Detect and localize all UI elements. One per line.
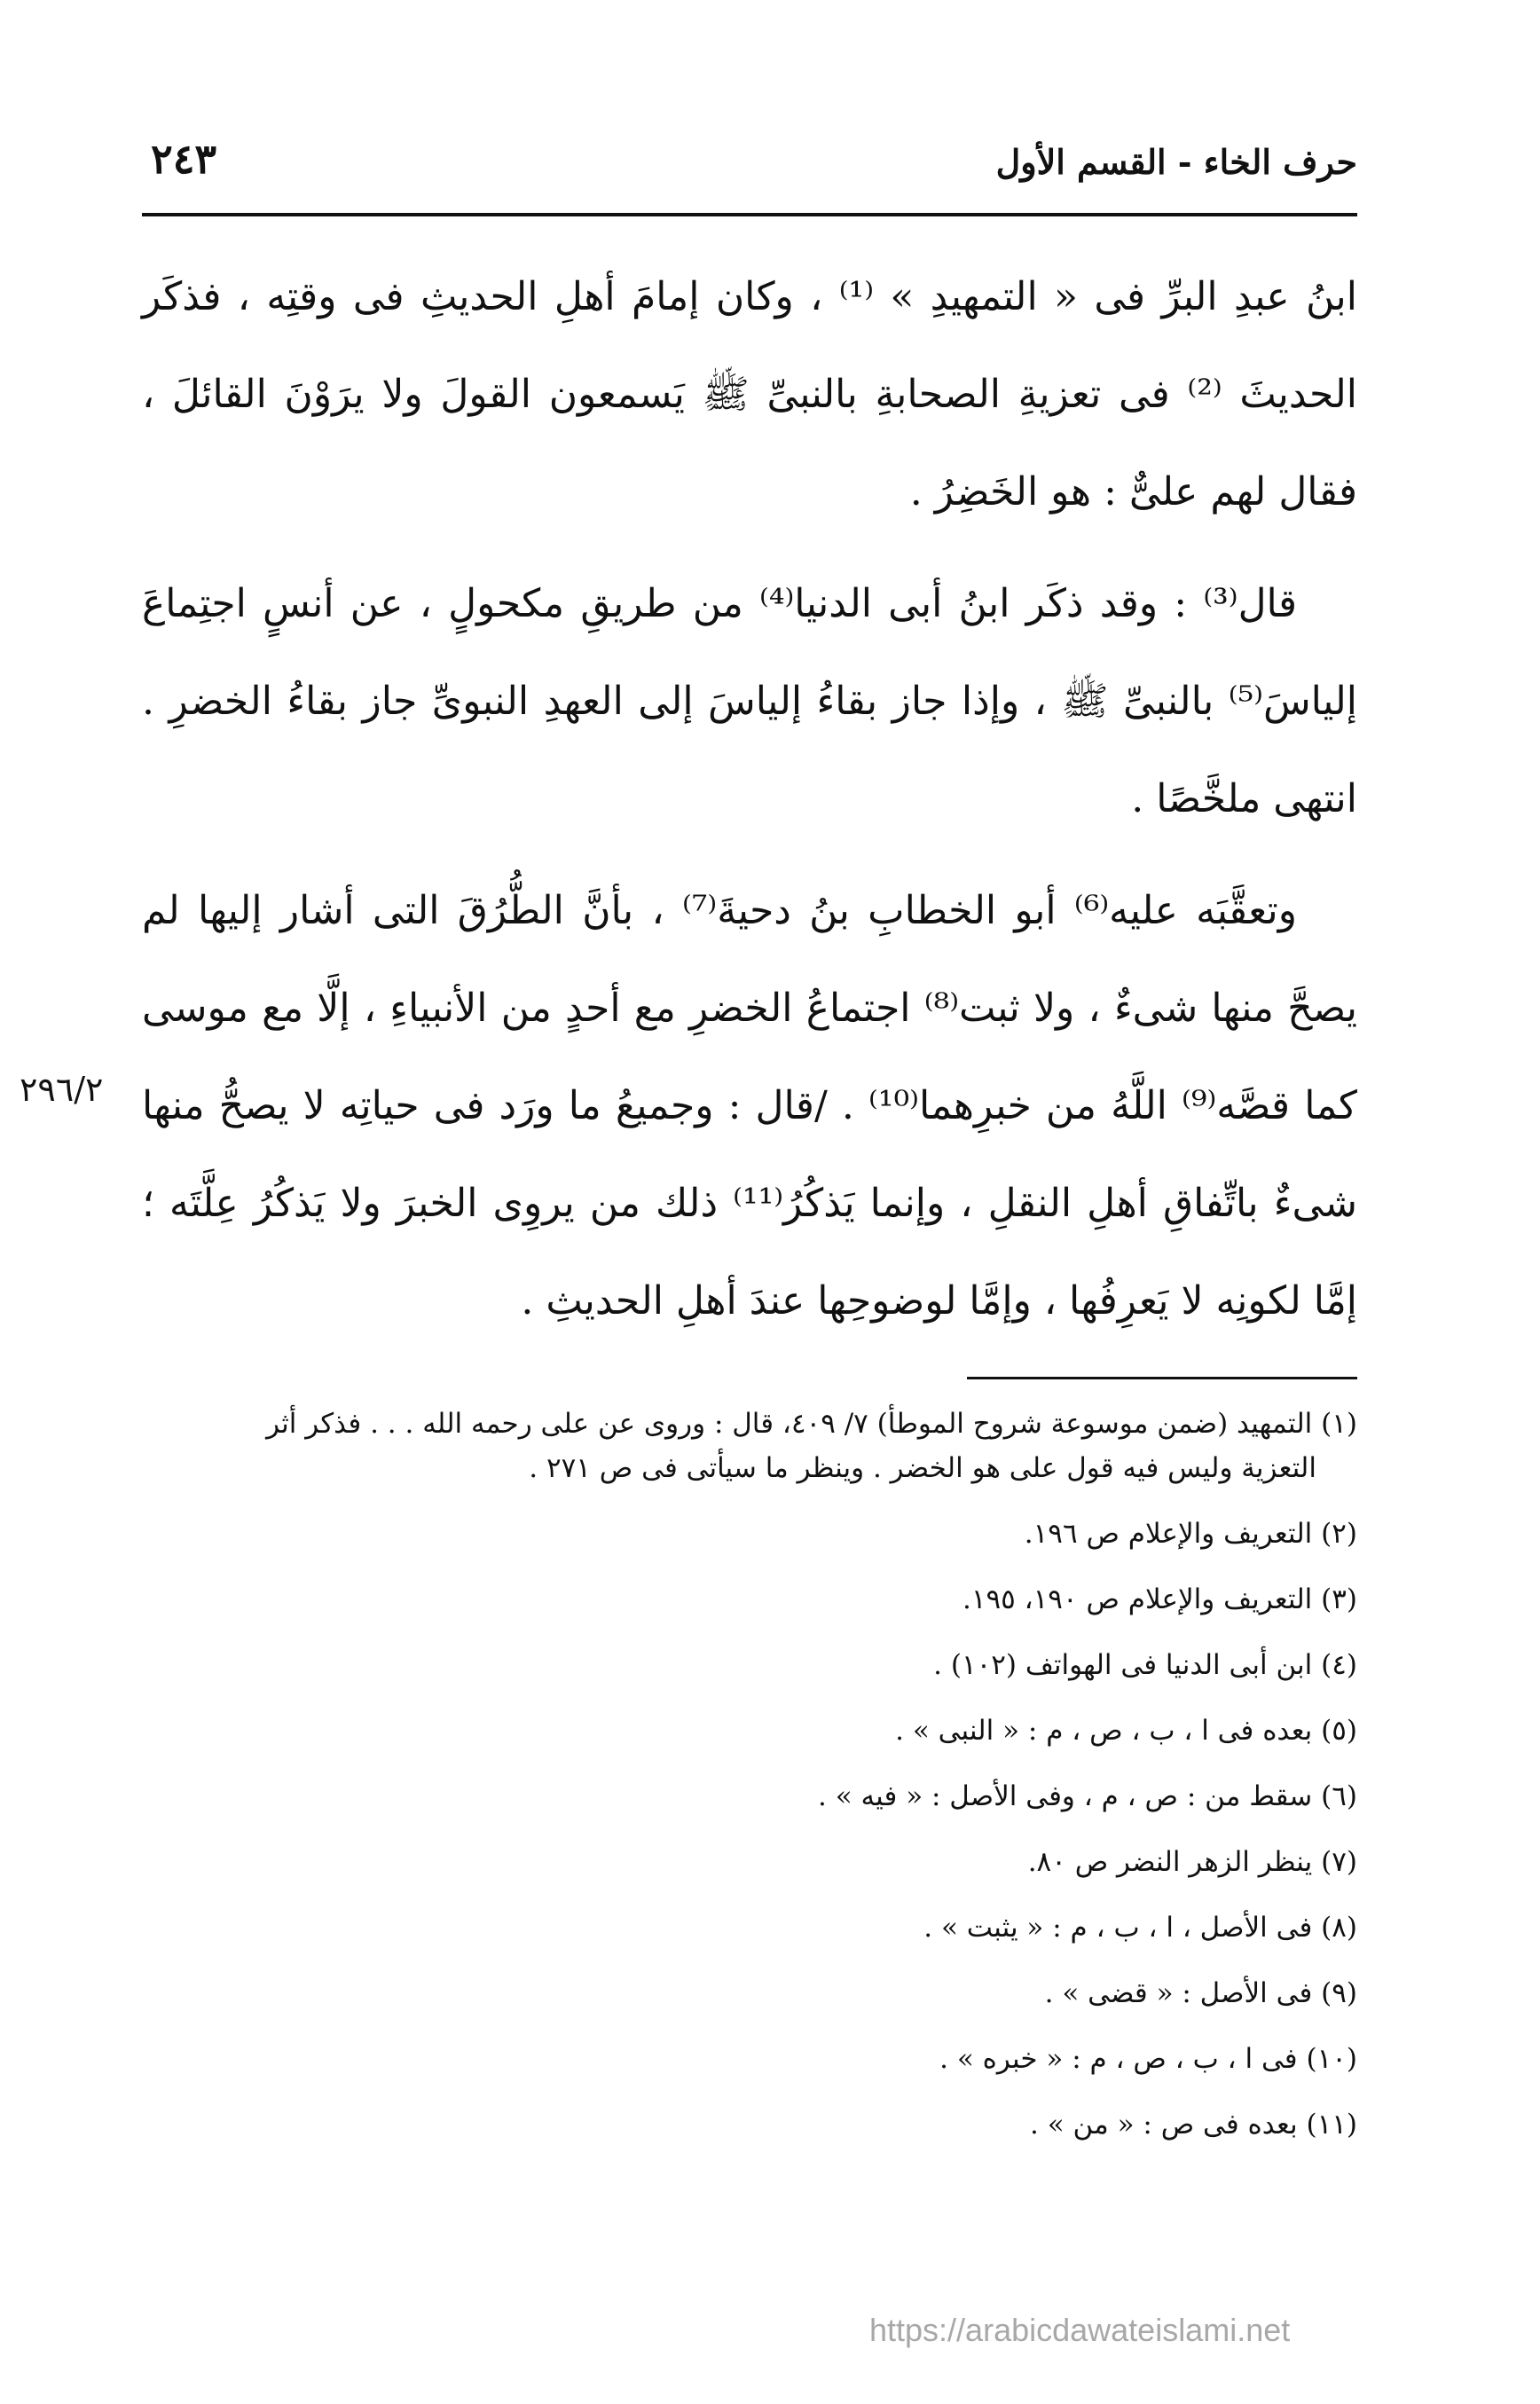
watermark-url: https://arabicdawateislami.net [869,2312,1291,2348]
page-header [142,124,1357,195]
running-title: حرف الخاء - القسم الأول [995,142,1357,182]
footnote-9: (٩) فى الأصل : « قضى » . [1044,1977,1357,2009]
footnote-text: (١) التمهيد (ضمن موسوعة شروح الموطأ) ٧/ ٤٠٩، قال : وروى عن على رحمه الله . . . فذكر أثر [266,1408,1357,1440]
footnote-8: (٨) فى الأصل ، ا ، ب ، م : « يثبت » . [923,1912,1357,1944]
main-text [142,248,1357,1364]
footnotes [142,1402,1357,2168]
page-number: ٢٤٣ [151,135,217,183]
footnote-5: (٥) بعده فى ا ، ب ، ص ، م : « النبى » . [895,1715,1357,1747]
paragraph-3: وتعقَّبَه عليه⁽⁶⁾ أبو الخطابِ بنُ دحيةَ⁽⁷⁾ ، بأنَّ الطُّرُقَ التى أشار إليها لم يصحَّ منها شىءٌ ، ولا ثبت⁽⁸⁾ اجتماعُ الخضرِ مع أحدٍ من الأنبياءِ ، إلَّا مع موسى كما قصَّه⁽⁹⁾ اللَّهُ من خبرِهما⁽¹⁰⁾ . /قال : وجميعُ ما ورَد فى حياتِه لا يصحُّ منها شىءٌ باتِّفاقِ أهلِ النقلِ ، وإنما يَذكُرُ⁽¹¹⁾ ذلك من يروِى الخبرَ ولا يَذكُرُ عِلَّتَه ؛ إمَّا لكونِه لا يَعرِفُها ، وإمَّا لوضوحِها عندَ أهلِ الحديثِ . [142,888,1357,1324]
footnote-2: (٢) التعريف والإعلام ص ١٩٦. [1024,1518,1357,1550]
header-divider [142,213,1357,216]
footnote-3: (٣) التعريف والإعلام ص ١٩٠، ١٩٥. [962,1583,1357,1615]
footnote-11: (١١) بعده فى ص : « من » . [1029,2109,1357,2141]
margin-reference: ٢٩٦/٢ [20,1070,104,1109]
paragraph-2: قال⁽³⁾ : وقد ذكَر ابنُ أبى الدنيا⁽⁴⁾ من طريقِ مكحولٍ ، عن أنسٍ اجتِماعَ إلياسَ⁽⁵⁾ بالنبىِّ ﷺ ، وإذا جاز بقاءُ إلياسَ إلى العهدِ النبوىِّ جاز بقاءُ الخضرِ . انتهى ملخَّصًا . [142,581,1357,821]
footnote-divider [967,1377,1357,1379]
footnote-7: (٧) ينظر الزهر النضر ص ٨٠. [1027,1846,1357,1878]
footnote-6: (٦) سقط من : ص ، م ، وفى الأصل : « فيه » . [818,1780,1357,1812]
footnote-1 [142,1402,1357,1490]
footnote-continuation: التعزية وليس فيه قول على هو الخضر . وينظر ما سيأتى فى ص ٢٧١ . [529,1452,1316,1484]
footnote-4: (٤) ابن أبى الدنيا فى الهواتف (١٠٢) . [933,1649,1357,1681]
footnote-10: (١٠) فى ا ، ب ، ص ، م : « خبره » . [939,2043,1357,2075]
paragraph-1: ابنُ عبدِ البرِّ فى « التمهيدِ » ⁽¹⁾ ، وكان إمامَ أهلِ الحديثِ فى وقتِه ، فذكَر الحديثَ ⁽²⁾ فى تعزيةِ الصحابةِ بالنبىِّ ﷺ يَسمعون القولَ ولا يرَوْنَ القائلَ ، فقال لهم علىٌّ : هو الخَضِرُ . [142,274,1358,515]
